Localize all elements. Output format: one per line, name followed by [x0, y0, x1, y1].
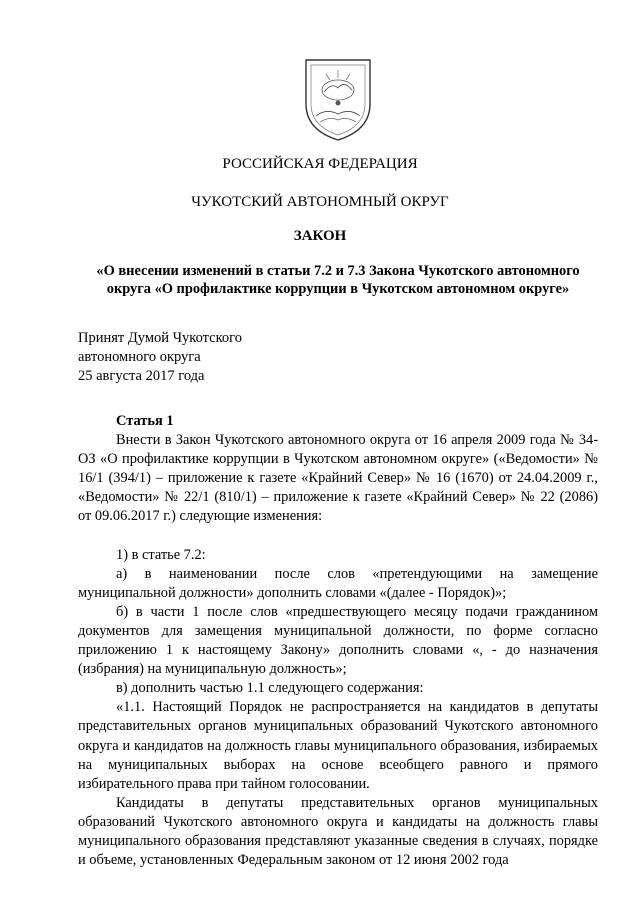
article-heading: Статья 1 [116, 413, 174, 429]
article-intro: Внести в Закон Чукотского автономного округа от 16 апреля 2009 года № 34-ОЗ «О профилактике коррупции в Чукотском автономном округе» («Ведомости» № 16/1 (394/1) – приложение к газете «Крайний Север» № 16 (1670) от 24.04.2009 г., «Ведомости» № 22/1 (810/1) – приложение к газете «Крайний Север» № 22 (2086) от 09.06.2017 г.) следующие изменения: [78, 432, 598, 525]
law-title-line-1: «О внесении изменений в статьи 7.2 и 7.3 Закона Чукотского автономного [96, 263, 580, 279]
item-a: а) в наименовании после слов «претендующими на замещение муниципальной должности» дополнить словами «(далее - Порядок)»; [78, 565, 598, 601]
coat-of-arms-emblem [302, 58, 374, 142]
item-b: б) в части 1 после слов «предшествующего месяцу подачи гражданином документов для замещения муниципальной должности, по форме согласно приложению 1 к настоящему Закону» дополнить словами «, - до назначения (избрания) на муниципальную должность»; [78, 603, 598, 678]
item-candidates: Кандидаты в депутаты представительных органов муниципальных образований Чукотского автономного округа и кандидаты на должность главы муниципального образования представляют указанные сведения в случаях, порядке и объеме, установленных Федеральным законом от 12 июня 2002 года [78, 794, 598, 869]
item-1: 1) в статье 7.2: [116, 546, 206, 563]
document-type-heading: ЗАКОН [293, 228, 347, 244]
law-title-line-2: округа «О профилактике коррупции в Чукотском автономном округе» [106, 281, 570, 298]
adoption-info [78, 329, 242, 386]
adoption-line-1: Принят Думой Чукотского [78, 330, 243, 346]
law-title [78, 262, 598, 299]
item-1-1: «1.1. Настоящий Порядок не распространяется на кандидатов в депутаты представительных органов муниципальных образований Чукотского автономного округа и кандидатов на должность главы муниципального образования, избираемых на муниципальных выборах на основе всеобщего равного и прямого избирательного права при тайном голосовании. [78, 699, 598, 792]
adoption-line-2: автономного округа [78, 349, 201, 365]
adoption-date: 25 августа 2017 года [78, 368, 205, 384]
country-heading: РОССИЙСКАЯ ФЕДЕРАЦИЯ [222, 156, 418, 172]
region-heading: ЧУКОТСКИЙ АВТОНОМНЫЙ ОКРУГ [191, 194, 449, 210]
item-v: в) дополнить частью 1.1 следующего содержания: [116, 680, 424, 697]
article-body [78, 412, 598, 870]
